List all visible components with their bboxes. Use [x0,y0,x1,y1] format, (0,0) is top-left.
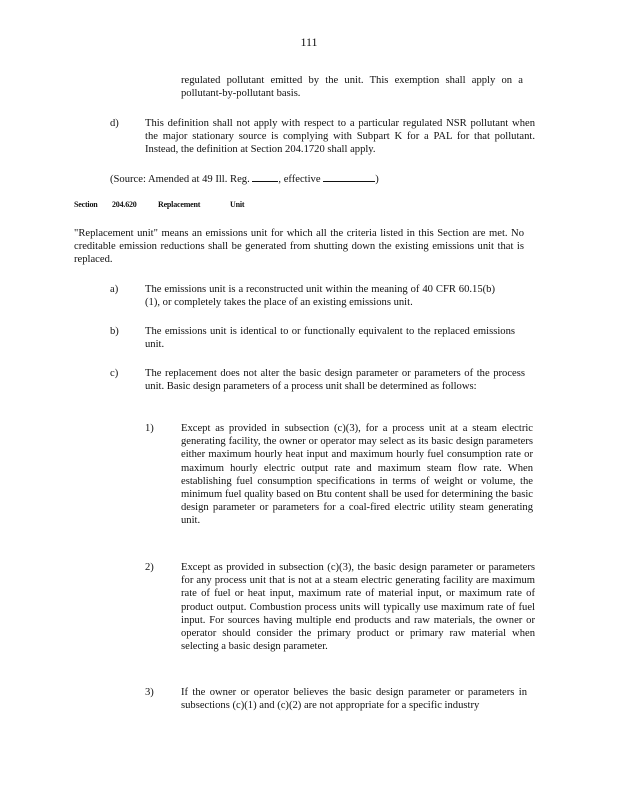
criterion-a-label: a) [110,284,119,295]
section-title-word-2: Unit [230,200,245,209]
source-note-prefix: (Source: Amended at 49 Ill. Reg. [110,174,250,185]
source-note-middle: , effective [278,174,321,185]
effective-date-blank [323,172,375,182]
section-title-word-1: Replacement [158,200,201,209]
source-note [110,172,440,186]
subitem-1-label: 1) [145,423,154,434]
section-word: Section [74,200,98,209]
section-number: 204.620 [112,200,137,209]
item-d-label: d) [110,118,119,129]
criterion-a-text: The emissions unit is a reconstructed unit within the meaning of 40 CFR 60.15(b)(1), or completely takes the place of an existing emissions unit. [145,284,495,309]
subitem-2-text: Except as provided in subsection (c)(3), the basic design parameter or parameters for any process unit that is not at a steam electric generating facility are maximum rate of fuel or heat input, maximum rate of material input, or maximum rate of product output. Combustion process units will typically use maximum rate of fuel input. For sources having multiple end products and raw materials, the owner or operator should consider the primary product or primary raw material when selecting a basic design parameter. [181,562,535,653]
subitem-3-text: If the owner or operator believes the basic design parameter or parameters in subsections (c)(1) and (c)(2) are not appropriate for a specific industry [181,687,527,712]
item-d-text: This definition shall not apply with respect to a particular regulated NSR pollutant when the major stationary source is complying with Subpart K for a PAL for that pollutant. Instead, the definition at Section 204.1720 shall apply. [145,118,535,156]
subitem-1-text: Except as provided in subsection (c)(3), for a process unit at a steam electric generating facility, the owner or operator may select as its basic design parameters either maximum hourly heat input and maximum hourly fuel consumption rate or maximum hourly electric output rate and maximum steam flow rate. When establishing fuel consumption specifications in terms of weight or volume, the minimum fuel quality based on Btu content shall be used for determining the basic design parameter or parameters for a coal-fired electric utility steam generating unit. [181,423,533,527]
criterion-c-label: c) [110,368,119,379]
continuation-paragraph: regulated pollutant emitted by the unit. This exemption shall apply on a pollutant-by-pollutant basis. [181,75,523,100]
criterion-b-label: b) [110,326,119,337]
register-blank [252,172,278,182]
page-number: 111 [300,35,318,49]
subitem-3-label: 3) [145,687,154,698]
criterion-c-text: The replacement does not alter the basic design parameter or parameters of the process unit. Basic design parameters of a process unit shall be determined as follows: [145,368,525,393]
subitem-2-label: 2) [145,562,154,573]
source-note-suffix: ) [375,174,379,185]
criterion-b-text: The emissions unit is identical to or functionally equivalent to the replaced emissions unit. [145,326,515,351]
definition-paragraph: "Replacement unit" means an emissions unit for which all the criteria listed in this Section are met. No creditable emission reductions shall be generated from shutting down the existing emissions unit that is replaced. [74,228,524,266]
